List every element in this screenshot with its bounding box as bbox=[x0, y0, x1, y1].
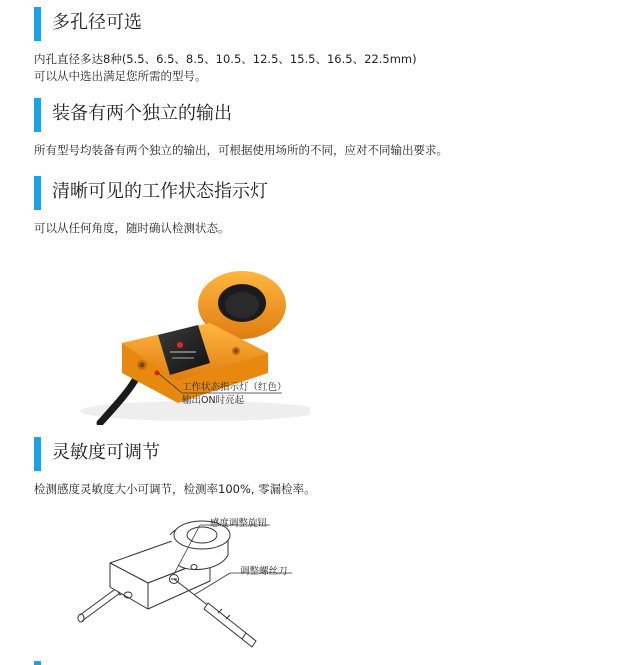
section-title: 多孔径可选 bbox=[52, 12, 142, 33]
accent-bar bbox=[34, 176, 41, 210]
section-text: 检测感度灵敏度大小可调节，检测率100%, 零漏检率。 bbox=[34, 482, 316, 496]
section-title: 清晰可见的工作状态指示灯 bbox=[52, 181, 268, 202]
accent-bar bbox=[34, 7, 41, 41]
section-text: 可以从中选出满足您所需的型号。 bbox=[34, 69, 207, 83]
section-title: 装备有两个独立的输出 bbox=[52, 103, 232, 124]
section-text: 所有型号均装备有两个独立的输出，可根据使用场所的不同，应对不同输出要求。 bbox=[34, 143, 448, 157]
callout-line: 输出ON时亮起 bbox=[182, 395, 245, 406]
section-text: 可以从任何角度，随时确认检测状态。 bbox=[34, 221, 230, 235]
indicator-callout-label bbox=[182, 381, 287, 407]
accent-bar bbox=[34, 661, 41, 665]
callout-line: 工作状态指示灯（红色） bbox=[182, 382, 287, 393]
section-title: 灵敏度可调节 bbox=[52, 442, 160, 463]
screwdriver-label: 调整螺丝刀 bbox=[240, 566, 288, 577]
knob-label: 感度调整旋钮 bbox=[210, 518, 268, 529]
section-text: 内孔直径多达8种(5.5、6.5、8.5、10.5、12.5、15.5、16.5、22.5mm) bbox=[34, 52, 417, 66]
accent-bar bbox=[34, 437, 41, 471]
sensitivity-adjustment-diagram bbox=[70, 515, 320, 655]
accent-bar bbox=[34, 98, 41, 132]
